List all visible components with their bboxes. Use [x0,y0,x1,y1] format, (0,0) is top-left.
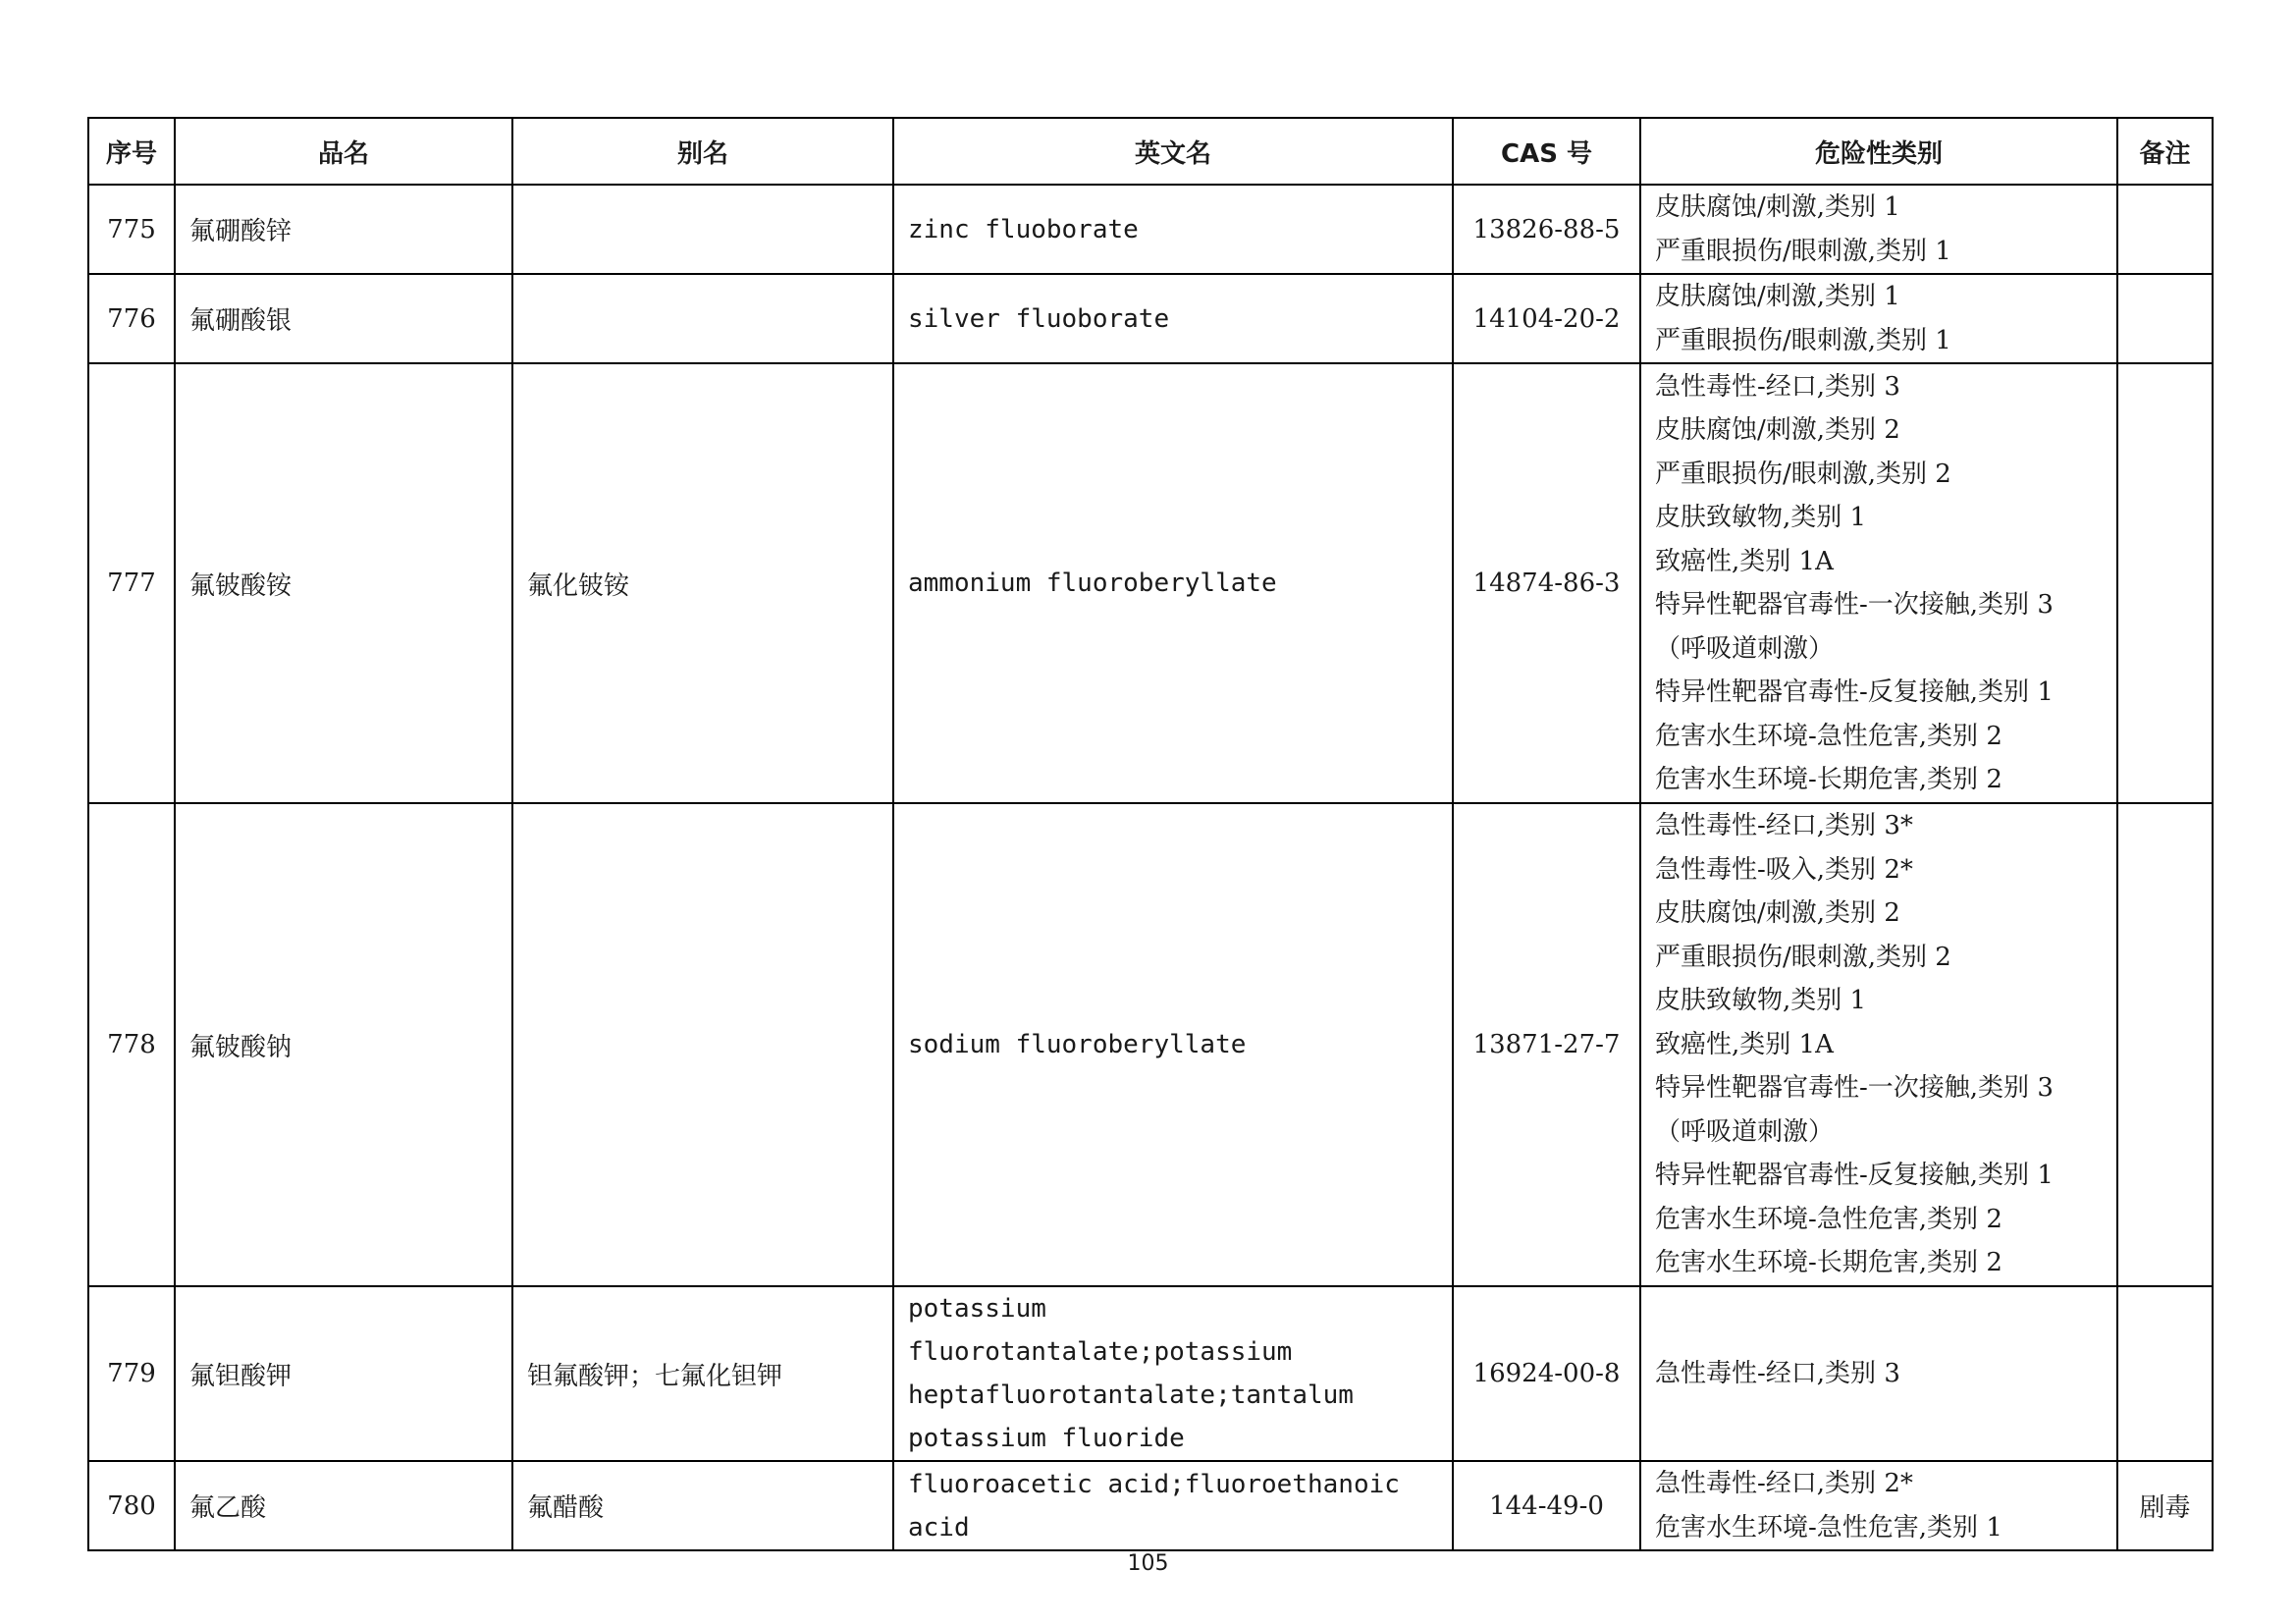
cell-index: 776 [88,274,175,363]
hazard-line: 特异性靶器官毒性-反复接触,类别 1 [1655,677,2054,707]
cell-name: 氟乙酸 [175,1461,512,1550]
hazard-line: 皮肤致敏物,类别 1 [1655,503,1867,532]
cell-remark [2117,363,2213,803]
cell-alias: 氟化铍铵 [512,363,893,803]
hazard-line: 急性毒性-经口,类别 3 [1655,1358,1900,1388]
cell-remark [2117,185,2213,274]
cell-alias [512,185,893,274]
table-row [88,363,2213,803]
page-number: 105 [1127,1551,1169,1576]
cell-remark: 剧毒 [2117,1461,2213,1550]
hazard-line: 皮肤腐蚀/刺激,类别 1 [1655,282,1900,311]
hazard-line: 特异性靶器官毒性-一次接触,类别 3 [1655,1073,2054,1104]
hazard-line: 严重眼损伤/眼刺激,类别 2 [1655,459,1951,489]
table-row [88,803,2213,1286]
header-remark: 备注 [2117,118,2213,185]
hazard-line: 危害水生环境-长期危害,类别 2 [1655,1248,2002,1278]
hazard-line: 危害水生环境-长期危害,类别 2 [1655,765,2002,794]
cell-cas: 14104-20-2 [1453,274,1640,363]
cell-remark [2117,1286,2213,1461]
hazard-line: 特异性靶器官毒性-反复接触,类别 1 [1655,1161,2054,1191]
hazard-line: 皮肤腐蚀/刺激,类别 2 [1655,898,1900,929]
cell-cas: 13871-27-7 [1453,803,1640,1286]
hazard-line: 致癌性,类别 1A [1655,546,1834,576]
cell-name: 氟钽酸钾 [175,1286,512,1461]
hazard-line: 急性毒性-吸入,类别 2* [1655,854,1913,885]
hazard-line: 急性毒性-经口,类别 2* [1655,1469,1913,1498]
chemical-table [87,117,2214,1551]
hazard-line: 危害水生环境-急性危害,类别 2 [1655,1204,2002,1234]
hazard-line: 严重眼损伤/眼刺激,类别 1 [1655,325,1951,355]
cell-alias [512,274,893,363]
cell-english-name: ammonium fluoroberyllate [893,363,1453,803]
cell-hazard [1640,803,2117,1286]
cell-english-name: sodium fluoroberyllate [893,803,1453,1286]
cell-cas: 13826-88-5 [1453,185,1640,274]
cell-english-name: zinc fluoborate [893,185,1453,274]
header-index: 序号 [88,118,175,185]
cell-hazard [1640,274,2117,363]
hazard-line: 致癌性,类别 1A [1655,1029,1834,1059]
cell-cas: 14874-86-3 [1453,363,1640,803]
cell-alias [512,803,893,1286]
cell-english-name: fluoroacetic acid;fluoroethanoic acid [893,1461,1453,1550]
hazard-line: 急性毒性-经口,类别 3 [1655,371,1900,402]
hazard-line: （呼吸道刺激） [1655,633,1835,664]
cell-name: 氟铍酸钠 [175,803,512,1286]
header-alias: 别名 [512,118,893,185]
cell-english-name: potassium fluorotantalate;potassium heptafluorotantalate;tantalum potassium fluoride [893,1286,1453,1461]
hazard-line: 严重眼损伤/眼刺激,类别 1 [1655,236,1951,266]
table-header-row [88,118,2213,185]
cell-index: 778 [88,803,175,1286]
hazard-line: 严重眼损伤/眼刺激,类别 2 [1655,942,1951,972]
cell-name: 氟硼酸银 [175,274,512,363]
cell-hazard [1640,1286,2117,1461]
cell-name: 氟铍酸铵 [175,363,512,803]
cell-index: 780 [88,1461,175,1550]
cell-english-name: silver fluoborate [893,274,1453,363]
hazard-line: 皮肤腐蚀/刺激,类别 1 [1655,192,1900,222]
cell-cas: 16924-00-8 [1453,1286,1640,1461]
header-cas: CAS 号 [1453,118,1640,185]
cell-alias: 氟醋酸 [512,1461,893,1550]
cell-index: 775 [88,185,175,274]
cell-name: 氟硼酸锌 [175,185,512,274]
cell-remark [2117,803,2213,1286]
table-row [88,274,2213,363]
header-hazard: 危险性类别 [1640,118,2117,185]
cell-hazard [1640,185,2117,274]
cell-index: 779 [88,1286,175,1461]
hazard-line: 危害水生环境-急性危害,类别 1 [1655,1512,2002,1543]
hazard-line: （呼吸道刺激） [1655,1116,1835,1147]
header-name: 品名 [175,118,512,185]
cell-hazard [1640,1461,2117,1550]
cell-alias: 钽氟酸钾；七氟化钽钾 [512,1286,893,1461]
cell-remark [2117,274,2213,363]
hazard-line: 皮肤致敏物,类别 1 [1655,986,1867,1016]
table-row [88,185,2213,274]
cell-hazard [1640,363,2117,803]
hazard-line: 急性毒性-经口,类别 3* [1655,811,1913,841]
hazard-line: 特异性靶器官毒性-一次接触,类别 3 [1655,590,2054,620]
hazard-line: 皮肤腐蚀/刺激,类别 2 [1655,415,1900,445]
table-row [88,1461,2213,1550]
cell-cas: 144-49-0 [1453,1461,1640,1550]
table-row [88,1286,2213,1461]
cell-index: 777 [88,363,175,803]
header-english-name: 英文名 [893,118,1453,185]
hazard-line: 危害水生环境-急性危害,类别 2 [1655,721,2002,751]
